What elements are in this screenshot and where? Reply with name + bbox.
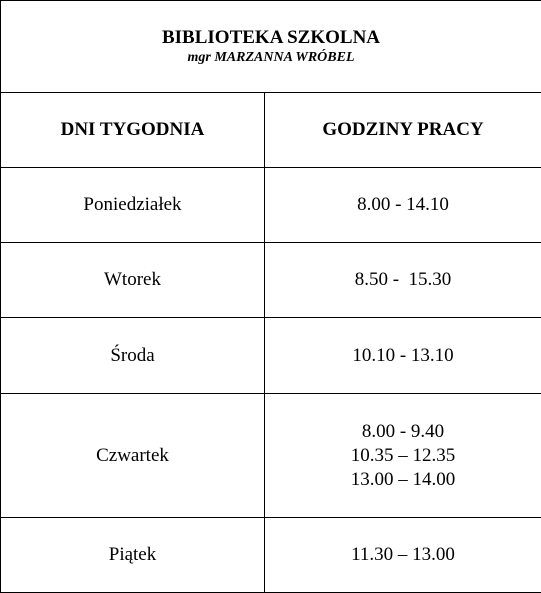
day-label: Wtorek <box>104 269 161 290</box>
day-cell <box>1 318 265 394</box>
hours-value: 8.00 - 14.10 <box>265 193 541 217</box>
column-header-day <box>1 93 265 168</box>
table-row <box>1 243 541 318</box>
hours-cell <box>265 518 541 593</box>
day-label: Piątek <box>109 544 157 565</box>
column-header-day-label: DNI TYGODNIA <box>61 119 205 140</box>
librarian-name: mgr MARZANNA WRÓBEL <box>1 49 541 67</box>
hours-value: 8.50 - 15.30 <box>265 268 541 292</box>
day-cell <box>1 394 265 518</box>
table-row <box>1 168 541 243</box>
day-label: Czwartek <box>96 445 169 466</box>
day-cell <box>1 518 265 593</box>
hours-cell <box>265 394 541 518</box>
hours-cell <box>265 318 541 394</box>
library-title: BIBLIOTEKA SZKOLNA <box>1 27 541 49</box>
hours-value: 10.35 – 12.35 <box>265 444 541 468</box>
title-cell <box>1 1 541 93</box>
hours-value: 8.00 - 9.40 <box>265 420 541 444</box>
table-row <box>1 394 541 518</box>
day-label: Środa <box>110 345 154 366</box>
table-row <box>1 318 541 394</box>
hours-value: 13.00 – 14.00 <box>265 468 541 492</box>
column-header-row <box>1 93 541 168</box>
hours-cell <box>265 243 541 318</box>
table-row <box>1 518 541 593</box>
hours-cell <box>265 168 541 243</box>
column-header-hours <box>265 93 541 168</box>
day-cell <box>1 243 265 318</box>
day-label: Poniedziałek <box>83 194 181 215</box>
title-row <box>1 1 541 93</box>
hours-value: 11.30 – 13.00 <box>265 543 541 567</box>
column-header-hours-label: GODZINY PRACY <box>322 119 483 140</box>
day-cell <box>1 168 265 243</box>
hours-value: 10.10 - 13.10 <box>265 344 541 368</box>
